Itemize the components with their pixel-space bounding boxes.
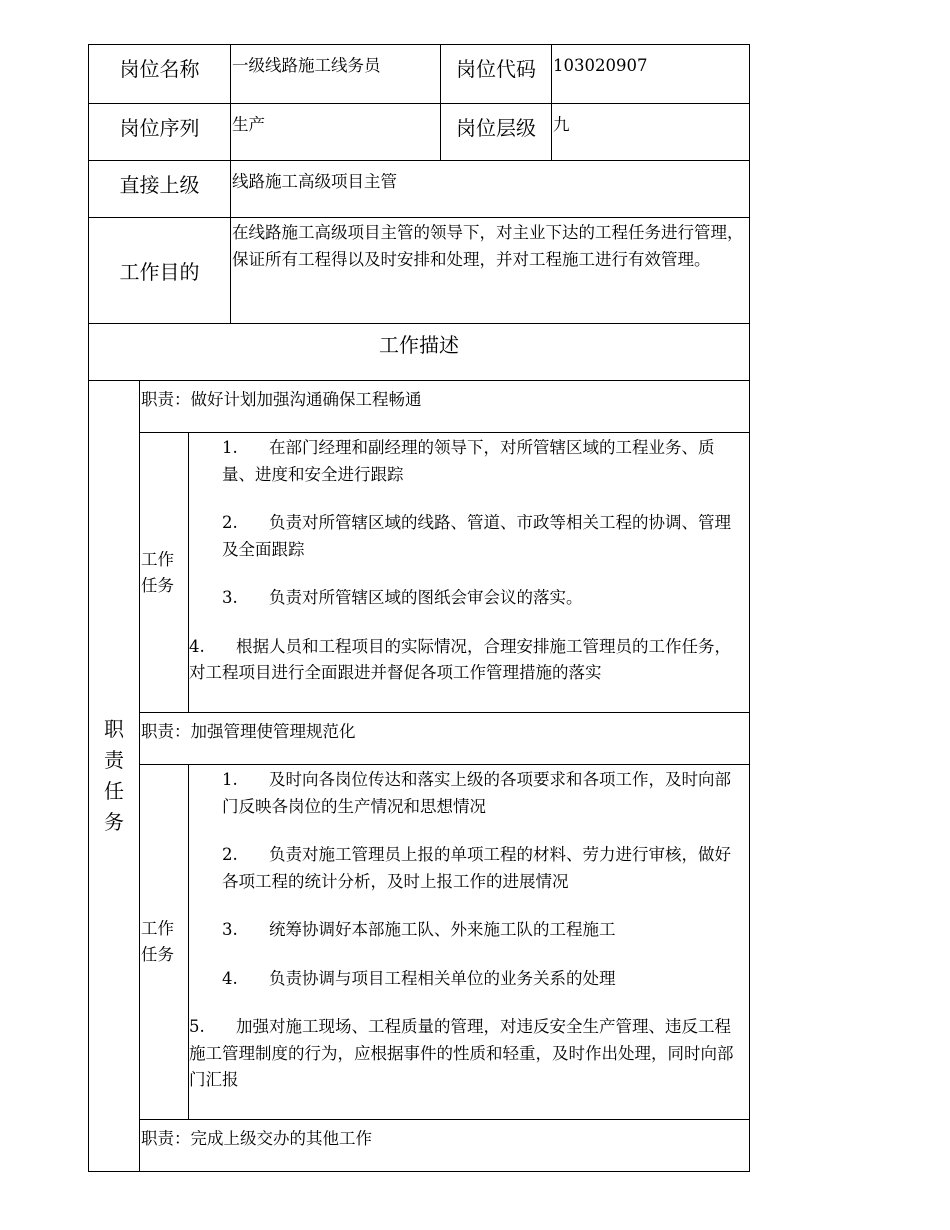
duty-title: 职责：完成上级交办的其他工作 [140, 1120, 750, 1172]
position-code-value: 103020907 [552, 45, 750, 104]
purpose-value: 在线路施工高级项目主管的领导下，对主业下达的工程任务进行管理，保证所有工程得以及时安排和处理，并对工程施工进行有效管理。 [231, 218, 750, 324]
task-item [189, 435, 745, 488]
task-item [189, 767, 745, 820]
superior-label: 直接上级 [89, 161, 231, 218]
duties-label-char: 务 [104, 810, 124, 834]
task-item [189, 966, 745, 993]
task-row-1 [89, 433, 750, 713]
task-item [189, 634, 745, 687]
row-position-series [89, 104, 750, 161]
duty-row-2 [89, 713, 750, 765]
task-number: 3. [222, 588, 238, 607]
task-text: 在部门经理和副经理的领导下，对所管辖区域的工程业务、质量、进度和安全进行跟踪 [222, 438, 715, 484]
task-item [189, 585, 745, 612]
task-item [189, 1014, 745, 1094]
task-item [189, 842, 745, 895]
position-level-value: 九 [552, 104, 750, 161]
task-number: 2. [222, 513, 238, 532]
task-number: 1. [222, 770, 238, 789]
position-code-label: 岗位代码 [441, 45, 552, 104]
task-row-2 [89, 765, 750, 1120]
task-number: 4. [189, 636, 205, 656]
duties-label-char: 任 [104, 779, 124, 803]
position-name-label: 岗位名称 [89, 45, 231, 104]
duties-label-char: 职 [104, 717, 124, 741]
duty-row-3 [89, 1120, 750, 1172]
job-description-table [88, 44, 750, 1172]
task-text: 负责协调与项目工程相关单位的业务关系的处理 [269, 968, 616, 988]
task-text: 根据人员和工程项目的实际情况，合理安排施工管理员的工作任务，对工程项目进行全面跟进并督促各项工作管理措施的落实 [189, 636, 731, 682]
position-level-label: 岗位层级 [441, 104, 552, 161]
row-superior [89, 161, 750, 218]
task-text: 负责对所管辖区域的线路、管道、市政等相关工程的协调、管理及全面跟踪 [222, 513, 731, 559]
position-series-value: 生产 [231, 104, 441, 161]
row-description-title [89, 324, 750, 381]
tasks-label: 工作任务 [140, 433, 189, 713]
row-purpose [89, 218, 750, 324]
task-list [189, 433, 750, 713]
task-text: 及时向各岗位传达和落实上级的各项要求和各项工作，及时向部门反映各岗位的生产情况和思想情况 [222, 770, 731, 816]
task-number: 3. [222, 920, 238, 939]
duty-title: 职责：加强管理使管理规范化 [140, 713, 750, 765]
task-number: 5. [189, 1017, 205, 1036]
duties-label-char: 责 [104, 748, 124, 772]
duty-row-1 [89, 381, 750, 433]
duty-title: 职责：做好计划加强沟通确保工程畅通 [140, 381, 750, 433]
superior-value: 线路施工高级项目主管 [231, 161, 750, 218]
task-item [189, 510, 745, 563]
task-list [189, 765, 750, 1120]
task-text: 负责对施工管理员上报的单项工程的材料、劳力进行审核，做好各项工程的统计分析，及时上报工作的进展情况 [222, 845, 731, 891]
tasks-label: 工作任务 [140, 765, 189, 1120]
task-text: 负责对所管辖区域的图纸会审会议的落实。 [269, 588, 583, 607]
duties-label [89, 381, 140, 1172]
position-name-value: 一级线路施工线务员 [231, 45, 441, 104]
task-number: 2. [222, 845, 238, 864]
task-text: 统筹协调好本部施工队、外来施工队的工程施工 [269, 920, 616, 939]
task-number: 1. [222, 438, 238, 457]
task-text: 加强对施工现场、工程质量的管理，对违反安全生产管理、违反工程施工管理制度的行为，应根据事件的性质和轻重，及时作出处理，同时向部门汇报 [189, 1017, 734, 1089]
position-series-label: 岗位序列 [89, 104, 231, 161]
task-number: 4. [222, 968, 238, 988]
row-position-name [89, 45, 750, 104]
description-title: 工作描述 [89, 324, 750, 381]
purpose-label: 工作目的 [89, 218, 231, 324]
task-item [189, 917, 745, 944]
